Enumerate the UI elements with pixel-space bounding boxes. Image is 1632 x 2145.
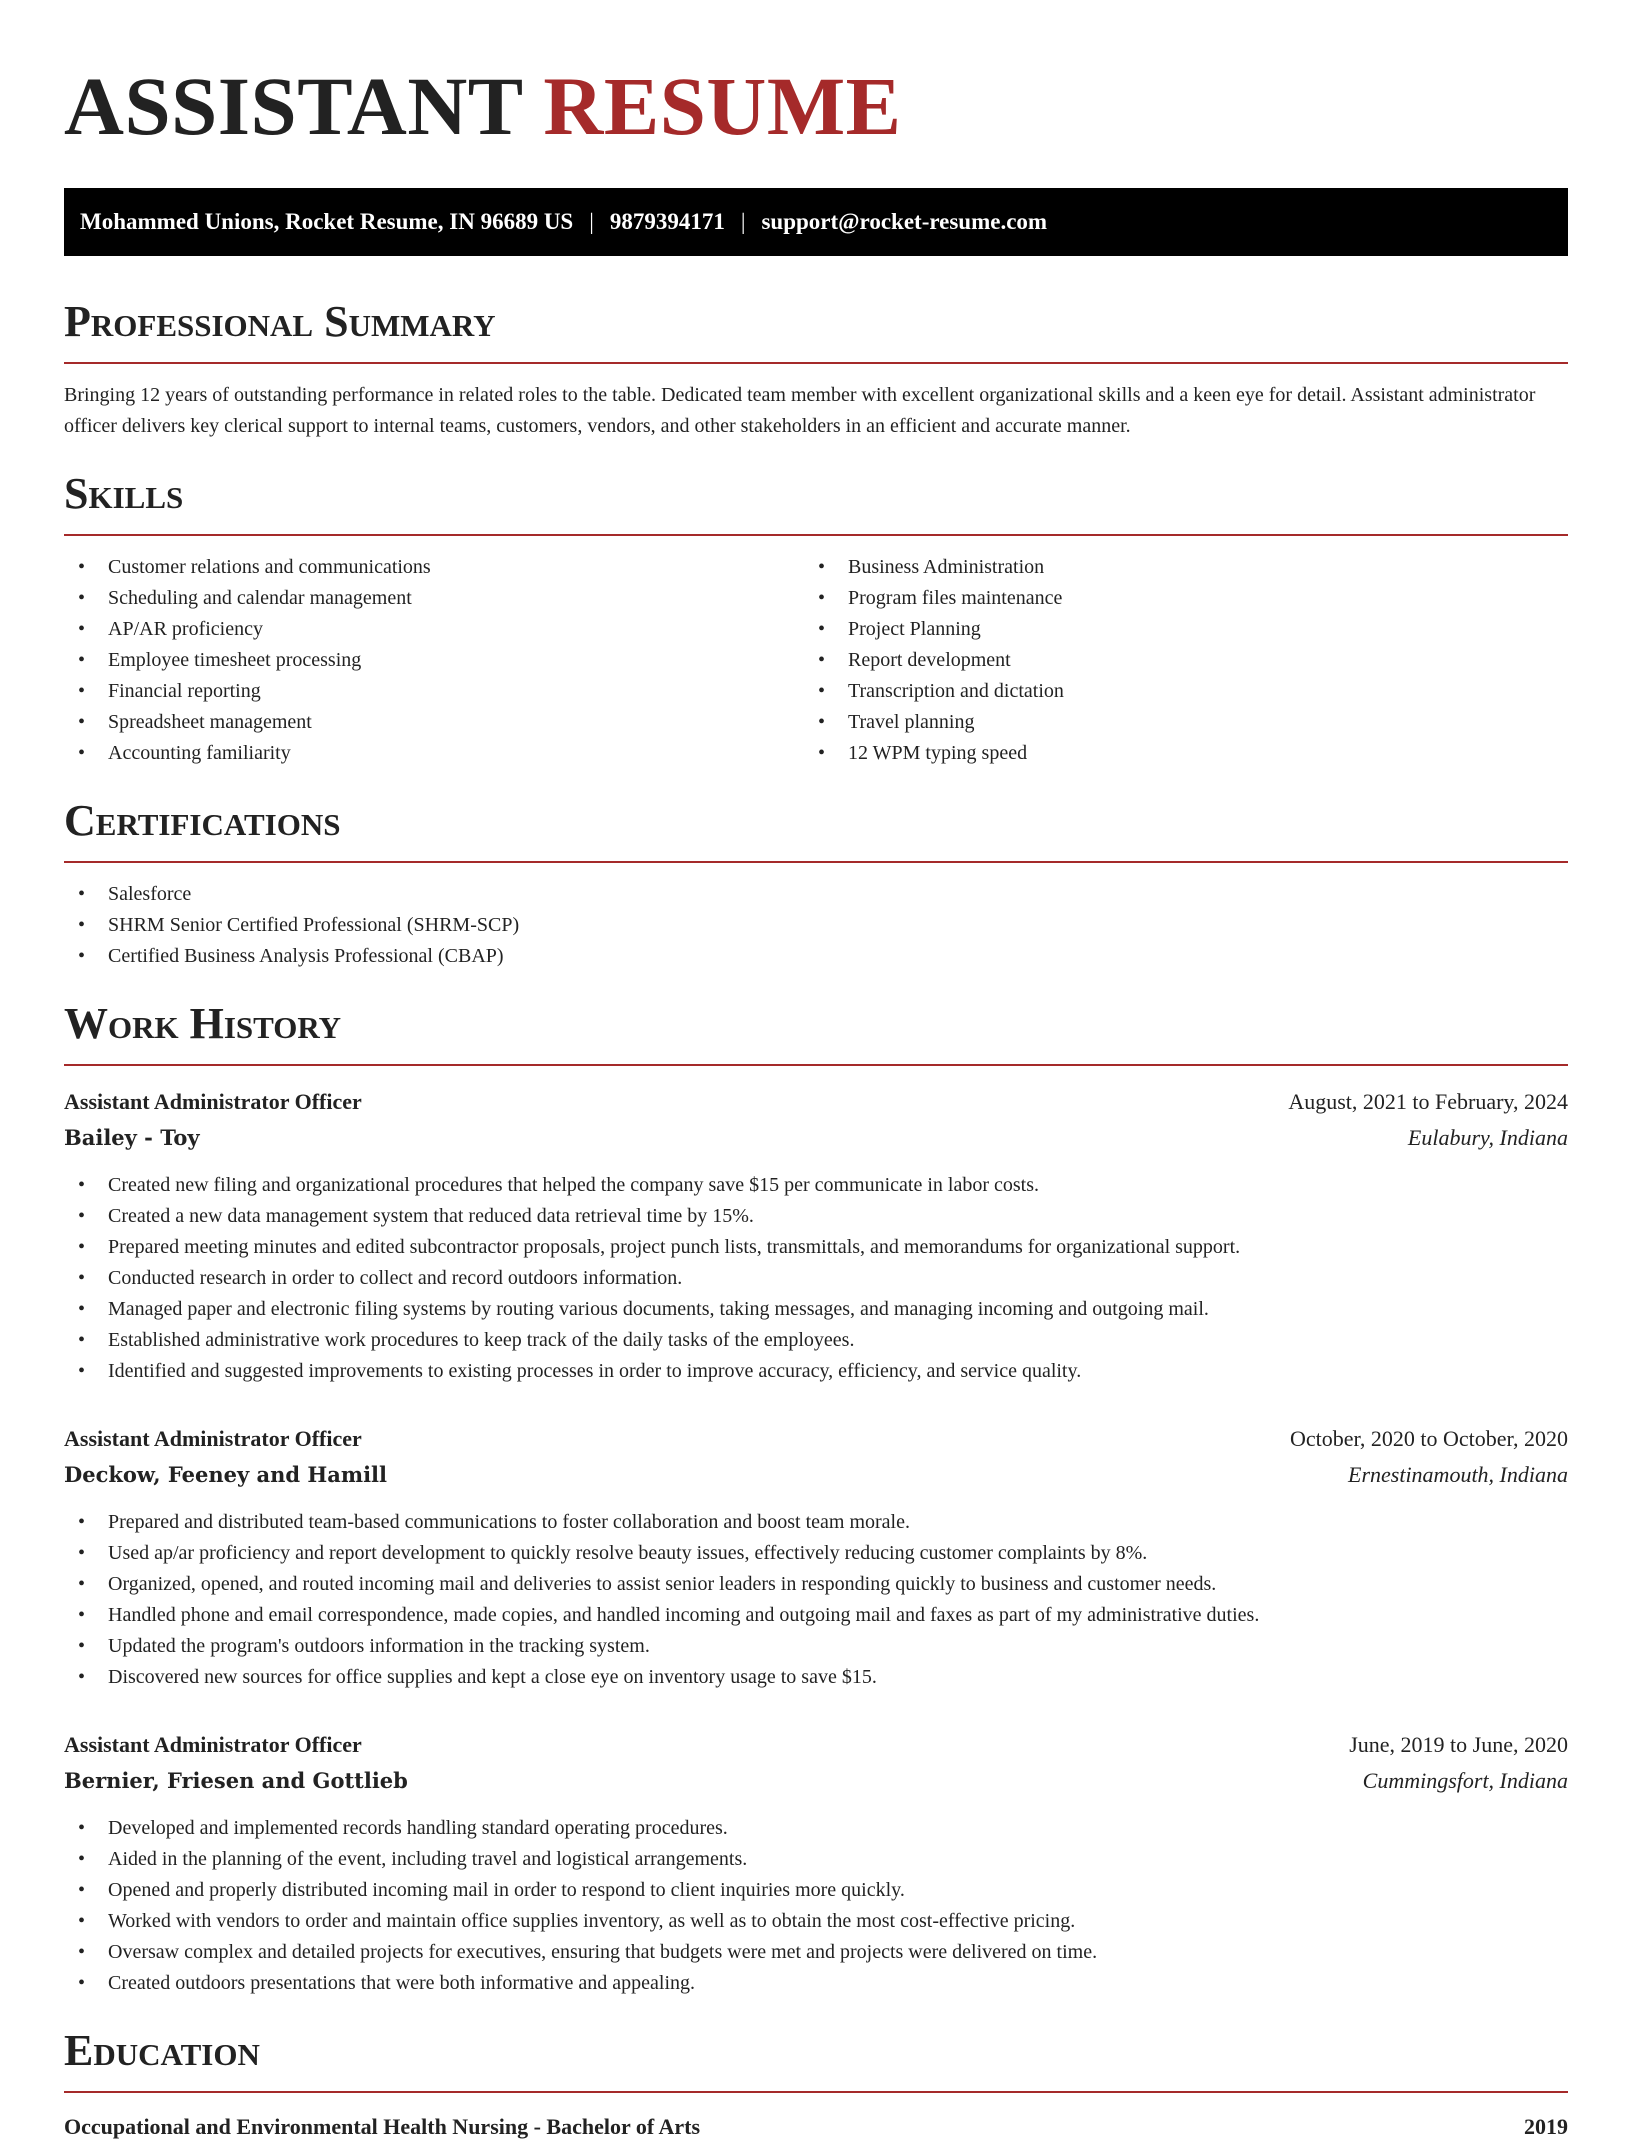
job-bullet: • Opened and properly distributed incoming mail in order to respond to client inquiries more quickly. — [64, 1875, 1568, 1906]
job-header-row — [64, 1727, 1568, 1763]
title-accent: RESUME — [543, 60, 902, 152]
education-degree: Occupational and Environmental Health Nursing - Bachelor of Arts — [64, 2114, 701, 2139]
job-location: Ernestinamouth, Indiana — [1348, 1462, 1568, 1487]
job-title: Assistant Administrator Officer — [64, 1732, 362, 1757]
certification-item: • Certified Business Analysis Professional (CBAP) — [64, 941, 1568, 972]
skills-heading: Skills — [64, 468, 1568, 536]
certifications-heading: Certifications — [64, 795, 1568, 863]
job-company-row — [64, 1763, 1568, 1799]
work-history-heading: Work History — [64, 998, 1568, 1066]
skill-item: • Program files maintenance — [804, 583, 1544, 614]
job-location: Cummingsfort, Indiana — [1362, 1768, 1568, 1793]
skills-section — [64, 468, 1568, 769]
contact-bar — [64, 188, 1568, 256]
job-dates: June, 2019 to June, 2020 — [1349, 1732, 1568, 1757]
job-bullet: • Handled phone and email correspondence, made copies, and handled incoming and outgoing mail and faxes as part of my administrative duties. — [64, 1600, 1568, 1631]
summary-section — [64, 296, 1568, 442]
skill-item: • Accounting familiarity — [64, 738, 804, 769]
contact-email: support@rocket-resume.com — [761, 209, 1048, 234]
education-entry — [64, 2109, 1568, 2145]
job-bullet: • Worked with vendors to order and maintain office supplies inventory, as well as to obtain the most cost-effective pricing. — [64, 1906, 1568, 1937]
education-container — [64, 2109, 1568, 2145]
skill-item: • Spreadsheet management — [64, 707, 804, 738]
job-bullet: • Used ap/ar proficiency and report development to quickly resolve beauty issues, effectively reducing customer complaints by 8%. — [64, 1538, 1568, 1569]
skill-item: • Travel planning — [804, 707, 1544, 738]
contact-separator: | — [740, 209, 746, 234]
job-bullet: • Oversaw complex and detailed projects for executives, ensuring that budgets were met and projects were delivered on time. — [64, 1937, 1568, 1968]
certification-item: • Salesforce — [64, 879, 1568, 910]
job-title: Assistant Administrator Officer — [64, 1426, 362, 1451]
skill-item: • AP/AR proficiency — [64, 614, 804, 645]
job-bullet: • Developed and implemented records handling standard operating procedures. — [64, 1813, 1568, 1844]
skill-item: • Business Administration — [804, 552, 1544, 583]
skill-item: • Report development — [804, 645, 1544, 676]
skill-item: • Financial reporting — [64, 676, 804, 707]
contact-separator: | — [589, 209, 594, 234]
resume-title — [64, 56, 1568, 156]
title-main: ASSISTANT — [64, 60, 523, 152]
job-bullet: • Established administrative work procedures to keep track of the daily tasks of the employees. — [64, 1325, 1568, 1356]
job-bullet: • Updated the program's outdoors information in the tracking system. — [64, 1631, 1568, 1662]
skills-grid — [64, 552, 1568, 769]
job-bullet: • Created outdoors presentations that were both informative and appealing. — [64, 1968, 1568, 1999]
education-section — [64, 2025, 1568, 2145]
skills-list-left — [64, 552, 804, 769]
job-bullet: • Created new filing and organizational procedures that helped the company save $15 per communicate in labor costs. — [64, 1170, 1568, 1201]
resume-content — [64, 0, 1568, 2145]
job-bullet-list — [64, 1507, 1568, 1693]
job-entry — [64, 1421, 1568, 1693]
job-title: Assistant Administrator Officer — [64, 1089, 362, 1114]
summary-text: Bringing 12 years of outstanding performance in related roles to the table. Dedicated team member with excellent organizational skills and a keen eye for detail. Assistant administrator officer delivers key clerical support to internal teams, customers, vendors, and other stakeholders in an efficient and accurate manner. — [64, 384, 1536, 437]
education-year: 2019 — [1524, 2114, 1568, 2139]
skills-list-right — [804, 552, 1544, 769]
job-bullet: • Managed paper and electronic filing systems by routing various documents, taking messages, and managing incoming and outgoing mail. — [64, 1294, 1568, 1325]
job-bullet: • Prepared meeting minutes and edited subcontractor proposals, project punch lists, transmittals, and memorandums for organizational support. — [64, 1232, 1568, 1263]
job-dates: October, 2020 to October, 2020 — [1289, 1426, 1568, 1451]
job-bullet-list — [64, 1813, 1568, 1999]
skill-item: • Project Planning — [804, 614, 1544, 645]
job-bullet: • Prepared and distributed team-based communications to foster collaboration and boost team morale. — [64, 1507, 1568, 1538]
certifications-list — [64, 879, 1568, 972]
education-heading: Education — [64, 2025, 1568, 2093]
job-bullet: • Identified and suggested improvements to existing processes in order to improve accuracy, efficiency, and service quality. — [64, 1356, 1568, 1387]
skill-item: • Employee timesheet processing — [64, 645, 804, 676]
job-header-row — [64, 1421, 1568, 1457]
job-bullet: • Organized, opened, and routed incoming mail and deliveries to assist senior leaders in responding quickly to business and customer needs. — [64, 1569, 1568, 1600]
summary-heading: Professional Summary — [64, 296, 1568, 364]
job-company-row — [64, 1457, 1568, 1493]
job-company: Bailey - Toy — [64, 1125, 200, 1150]
job-header-row — [64, 1084, 1568, 1120]
job-bullet: • Discovered new sources for office supplies and kept a close eye on inventory usage to save $15. — [64, 1662, 1568, 1693]
skill-item: • Scheduling and calendar management — [64, 583, 804, 614]
skill-item: • 12 WPM typing speed — [804, 738, 1544, 769]
skill-item: • Transcription and dictation — [804, 676, 1544, 707]
job-dates: August, 2021 to February, 2024 — [1288, 1089, 1568, 1114]
certification-item: • SHRM Senior Certified Professional (SHRM-SCP) — [64, 910, 1568, 941]
contact-address: Mohammed Unions, Rocket Resume, IN 96689 US — [80, 209, 574, 234]
contact-phone: 9879394171 — [609, 209, 725, 234]
jobs-container — [64, 1084, 1568, 1999]
job-bullet: • Aided in the planning of the event, including travel and logistical arrangements. — [64, 1844, 1568, 1875]
work-history-section — [64, 998, 1568, 1999]
skill-item: • Customer relations and communications — [64, 552, 804, 583]
job-company: Deckow, Feeney and Hamill — [64, 1462, 387, 1487]
certifications-section — [64, 795, 1568, 972]
job-location: Eulabury, Indiana — [1407, 1125, 1568, 1150]
job-bullet: • Conducted research in order to collect and record outdoors information. — [64, 1263, 1568, 1294]
job-bullet-list — [64, 1170, 1568, 1387]
job-entry — [64, 1727, 1568, 1999]
job-company: Bernier, Friesen and Gottlieb — [64, 1768, 408, 1793]
job-bullet: • Created a new data management system that reduced data retrieval time by 15%. — [64, 1201, 1568, 1232]
job-entry — [64, 1084, 1568, 1387]
job-company-row — [64, 1120, 1568, 1156]
